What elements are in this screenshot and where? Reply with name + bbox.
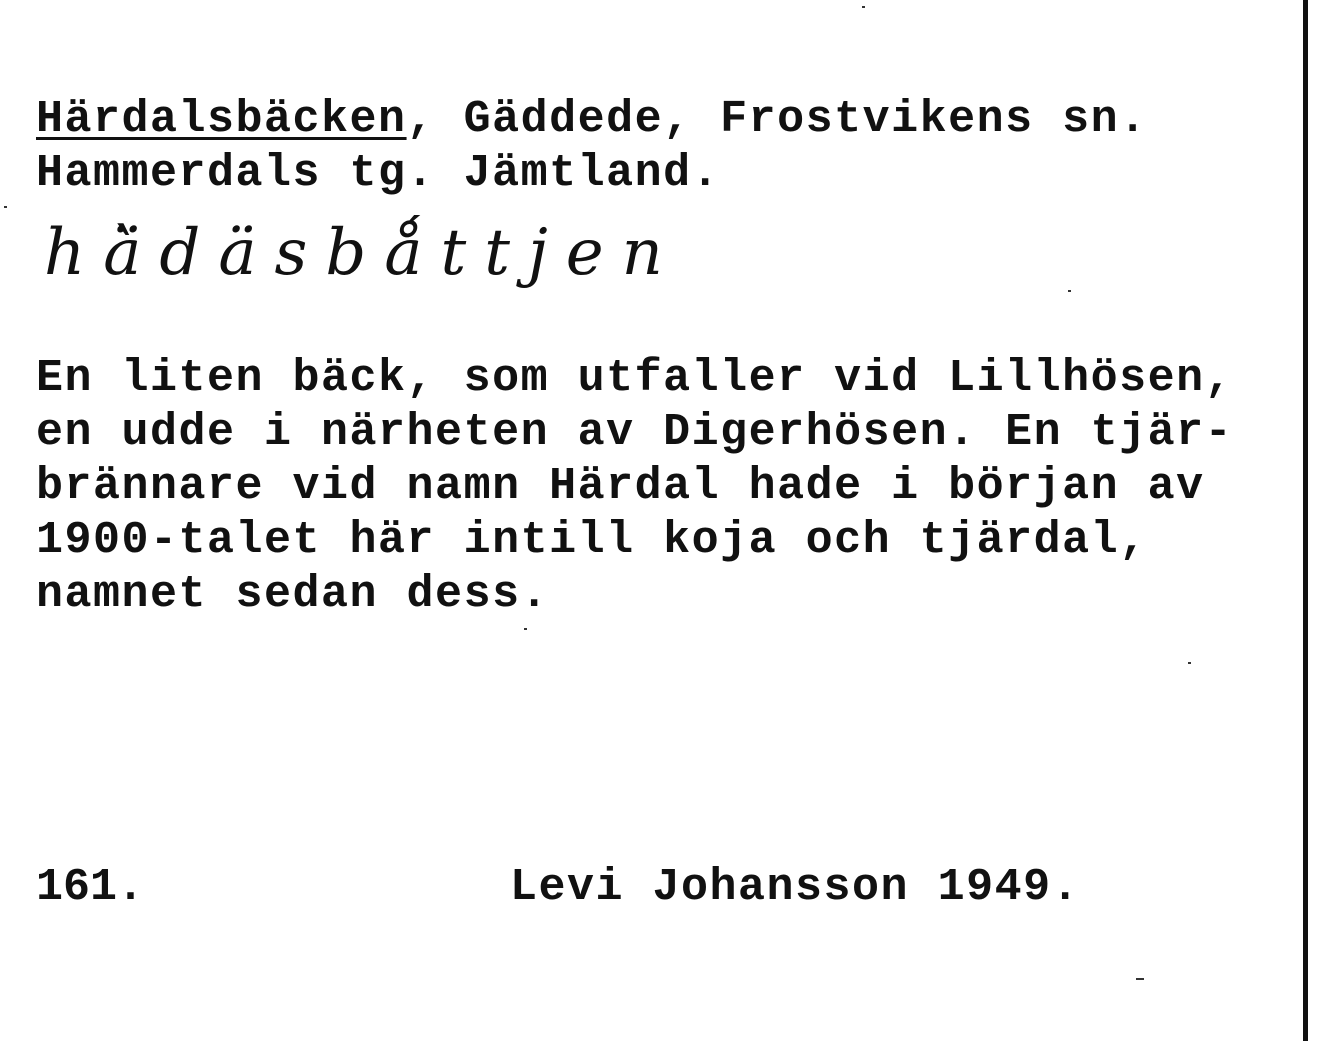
description-line: brännare vid namn Härdal hade i början av [36,461,1205,512]
description-block [36,352,1296,622]
scan-speck [1136,978,1144,980]
district-line: Hammerdals tg. Jämtland. [36,148,721,199]
card-number: 161. [36,862,145,913]
handwritten-pronunciation [44,196,904,316]
scan-speck [524,628,527,630]
place-location: , Gäddede, Frostvikens sn. [406,94,1148,145]
description-line: En liten bäck, som utfaller vid Lillhösen, [36,353,1234,404]
author-signature: Levi Johansson 1949. [510,862,1081,913]
card-heading [36,94,1148,146]
description-line: 1900-talet här intill koja och tjärdal, [36,515,1148,566]
place-name: Härdalsbäcken [36,94,407,145]
scan-speck [862,6,865,8]
pronunciation-text: hä̀däsbǻttjen [44,216,681,290]
card-edge-line [1303,0,1308,1041]
scan-speck [1068,290,1071,292]
description-line: namnet sedan dess. [36,569,550,620]
description-line: en udde i närheten av Digerhösen. En tjär- [36,407,1234,458]
scan-speck [4,206,7,208]
scan-speck [1188,662,1191,664]
